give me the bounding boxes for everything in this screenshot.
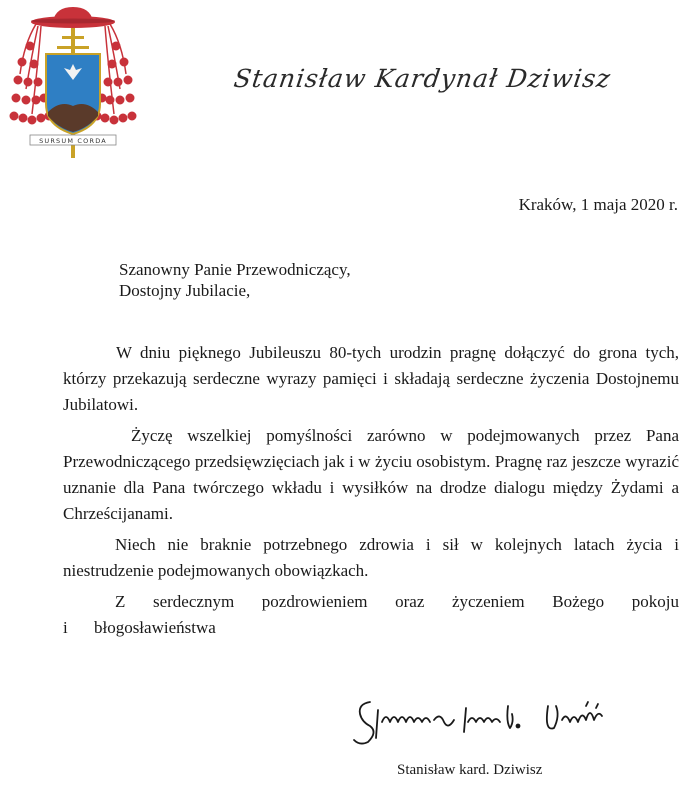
salutation-line: Szanowny Panie Przewodniczący, <box>119 260 351 279</box>
motto-ribbon <box>30 135 116 145</box>
cardinal-hat-icon <box>31 7 115 28</box>
letter-body <box>63 340 679 641</box>
signer-name: Stanisław kard. Dziwisz <box>397 762 543 778</box>
body-paragraph: Z serdecznym pozdrowieniem oraz życzeniem Bożego pokoju i błogosławieństwa <box>63 592 679 637</box>
handwritten-signature <box>348 692 638 750</box>
body-paragraph: W dniu pięknego Jubileuszu 80-tych urodzin pragnę dołączyć do grona tych, którzy przekazują serdeczne wyrazy pamięci i składają serdeczne życzenia Dostojnemu Jubilatowi. <box>63 343 679 414</box>
coat-of-arms <box>8 4 138 164</box>
letter-date: Kraków, 1 maja 2020 r. <box>518 195 678 214</box>
salutation-line: Dostojny Jubilacie, <box>119 281 251 300</box>
letterhead-name: Stanisław Kardynał Dziwisz <box>232 64 613 93</box>
body-paragraph: Niech nie braknie potrzebnego zdrowia i sił w kolejnych latach życia i niestrudzenie podejmowanych obowiązkach. <box>63 535 679 580</box>
body-paragraph: Życzę wszelkiej pomyślności zarówno w podejmowanych przez Pana Przewodniczącego przedsięwzięciach jak i w życiu osobistym. Pragnę raz jeszcze wyrazić uznanie dla Pana twórczego wkładu i wysiłków na drodze dialogu między Żydami a Chrześcijanami. <box>63 426 679 523</box>
shield-icon <box>46 54 100 134</box>
salutation <box>119 259 351 301</box>
coat-motto: SURSUM CORDA <box>39 137 107 145</box>
